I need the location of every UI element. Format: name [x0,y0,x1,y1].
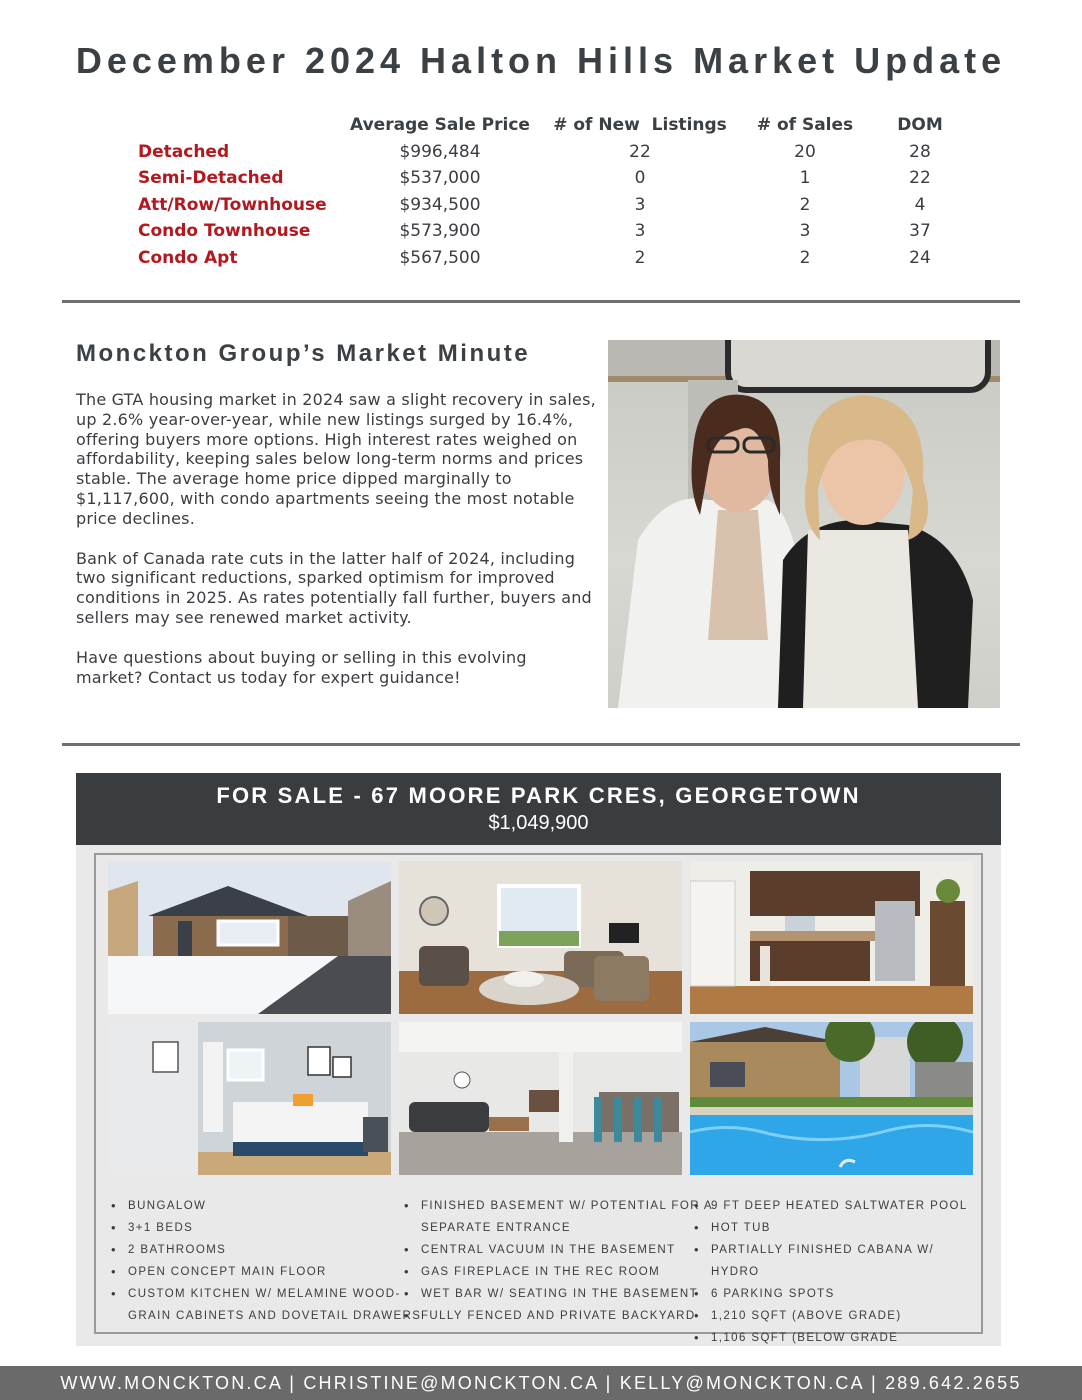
new-listings: 2 [634,247,646,268]
feature-item: • GAS FIREPLACE IN THE REC ROOM [401,1261,713,1283]
average-sale-price: $537,000 [399,168,481,189]
market-minute-paragraph: Have questions about buying or selling in this evolving market? Contact us today for expert guidance! [76,647,527,687]
days-on-market: 37 [909,221,931,242]
market-minute-paragraph: Bank of Canada rate cuts in the latter half of 2024, including two significant reductions, sparked optimism for improved conditions in 2025. As rates potentially fall further, buyers and sellers may see renewed market activity. [76,548,592,627]
new-listings: 3 [634,194,646,215]
market-minute-title: Monckton Group’s Market Minute [76,340,531,367]
days-on-market: 28 [909,141,931,162]
table-row [130,192,970,219]
feature-item: • 1,210 SQFT (ABOVE GRADE) [691,1305,981,1327]
sales-count: 2 [799,247,811,268]
features-column-1 [108,1195,421,1327]
property-type: Att/Row/Townhouse [138,194,327,215]
sales-count: 20 [794,141,816,162]
listing-panel [76,845,1001,1346]
exterior-photo [108,861,391,1014]
feature-item: • FINISHED BASEMENT W/ POTENTIAL FOR A [401,1195,713,1217]
agents-photo-illustration [608,340,1000,708]
average-sale-price: $996,484 [399,141,481,162]
average-sale-price: $573,900 [399,221,481,242]
features-column-2 [401,1195,713,1327]
basement-photo [399,1022,682,1175]
contact-footer: WWW.MONCKTON.CA | CHRISTINE@MONCKTON.CA | KELLY@MONCKTON.CA | 289.642.2655 [0,1366,1082,1400]
feature-item-continued: SEPARATE ENTRANCE [421,1222,571,1234]
feature-item: • HOT TUB [691,1217,981,1239]
feature-item: • 1,106 SQFT (BELOW GRADE [691,1327,981,1349]
average-sale-price: $934,500 [399,194,481,215]
page-title: December 2024 Halton Hills Market Update [75,40,1007,81]
property-type: Condo Townhouse [138,221,311,242]
feature-item: • BUNGALOW [108,1195,421,1217]
listing-header [76,773,1001,845]
agents-photo [608,340,1000,708]
new-listings: 3 [634,221,646,242]
feature-item: • FULLY FENCED AND PRIVATE BACKYARD [401,1305,713,1327]
sales-count: 2 [799,194,811,215]
feature-item-continued: GRAIN CABINETS AND DOVETAIL DRAWERS [128,1310,422,1322]
new-listings: 22 [629,141,651,162]
table-header-row [130,112,970,139]
kitchen-photo [690,861,973,1014]
days-on-market: 4 [914,194,926,215]
living-room-photo [399,861,682,1014]
feature-item: • 6 PARKING SPOTS [691,1283,981,1305]
feature-item: • 3+1 BEDS [108,1217,421,1239]
features-column-3 [691,1195,981,1349]
new-listings: 0 [634,168,646,189]
feature-item: • 2 BATHROOMS [108,1239,421,1261]
feature-item: • 9 FT DEEP HEATED SALTWATER POOL [691,1195,981,1217]
pool-photo [690,1022,973,1175]
market-minute-body [76,390,596,707]
property-type: Condo Apt [138,247,238,268]
feature-item: • PARTIALLY FINISHED CABANA W/ HYDRO [691,1239,981,1283]
table-row [130,245,970,272]
sales-count: 1 [799,168,811,189]
table-row [130,165,970,192]
feature-item: • WET BAR W/ SEATING IN THE BASEMENT [401,1283,713,1305]
column-header: Average Sale Price [350,115,530,136]
section-divider [62,300,1020,303]
days-on-market: 22 [909,168,931,189]
market-minute-paragraph: The GTA housing market in 2024 saw a slight recovery in sales, up 2.6% year-over-year, while new listings surged by 16.4%, offering buyers more options. High interest rates weighed on affordability, keeping sales below long-term norms and prices stable. The average home price dipped marginally to $1,117,600, with condo apartments seeing the most notable price declines. [76,390,596,528]
days-on-market: 24 [909,247,931,268]
property-type: Semi-Detached [138,168,284,189]
property-type: Detached [138,141,230,162]
listing-title: FOR SALE - 67 MOORE PARK CRES, GEORGETOWN [216,783,861,808]
sales-count: 3 [799,221,811,242]
bedroom-photo [108,1022,391,1175]
listing-price: $1,049,900 [488,812,589,834]
section-divider [62,743,1020,746]
table-row [130,139,970,166]
feature-item: • CENTRAL VACUUM IN THE BASEMENT [401,1239,713,1261]
column-header: DOM [897,115,943,136]
table-row [130,218,970,245]
average-sale-price: $567,500 [399,247,481,268]
feature-item: • OPEN CONCEPT MAIN FLOOR [108,1261,421,1283]
column-header: # of Sales [756,115,854,136]
listing-frame [94,853,983,1344]
feature-item: • CUSTOM KITCHEN W/ MELAMINE WOOD- [108,1283,421,1305]
column-header: # of New Listings [553,115,727,136]
market-stats-table [130,112,970,271]
